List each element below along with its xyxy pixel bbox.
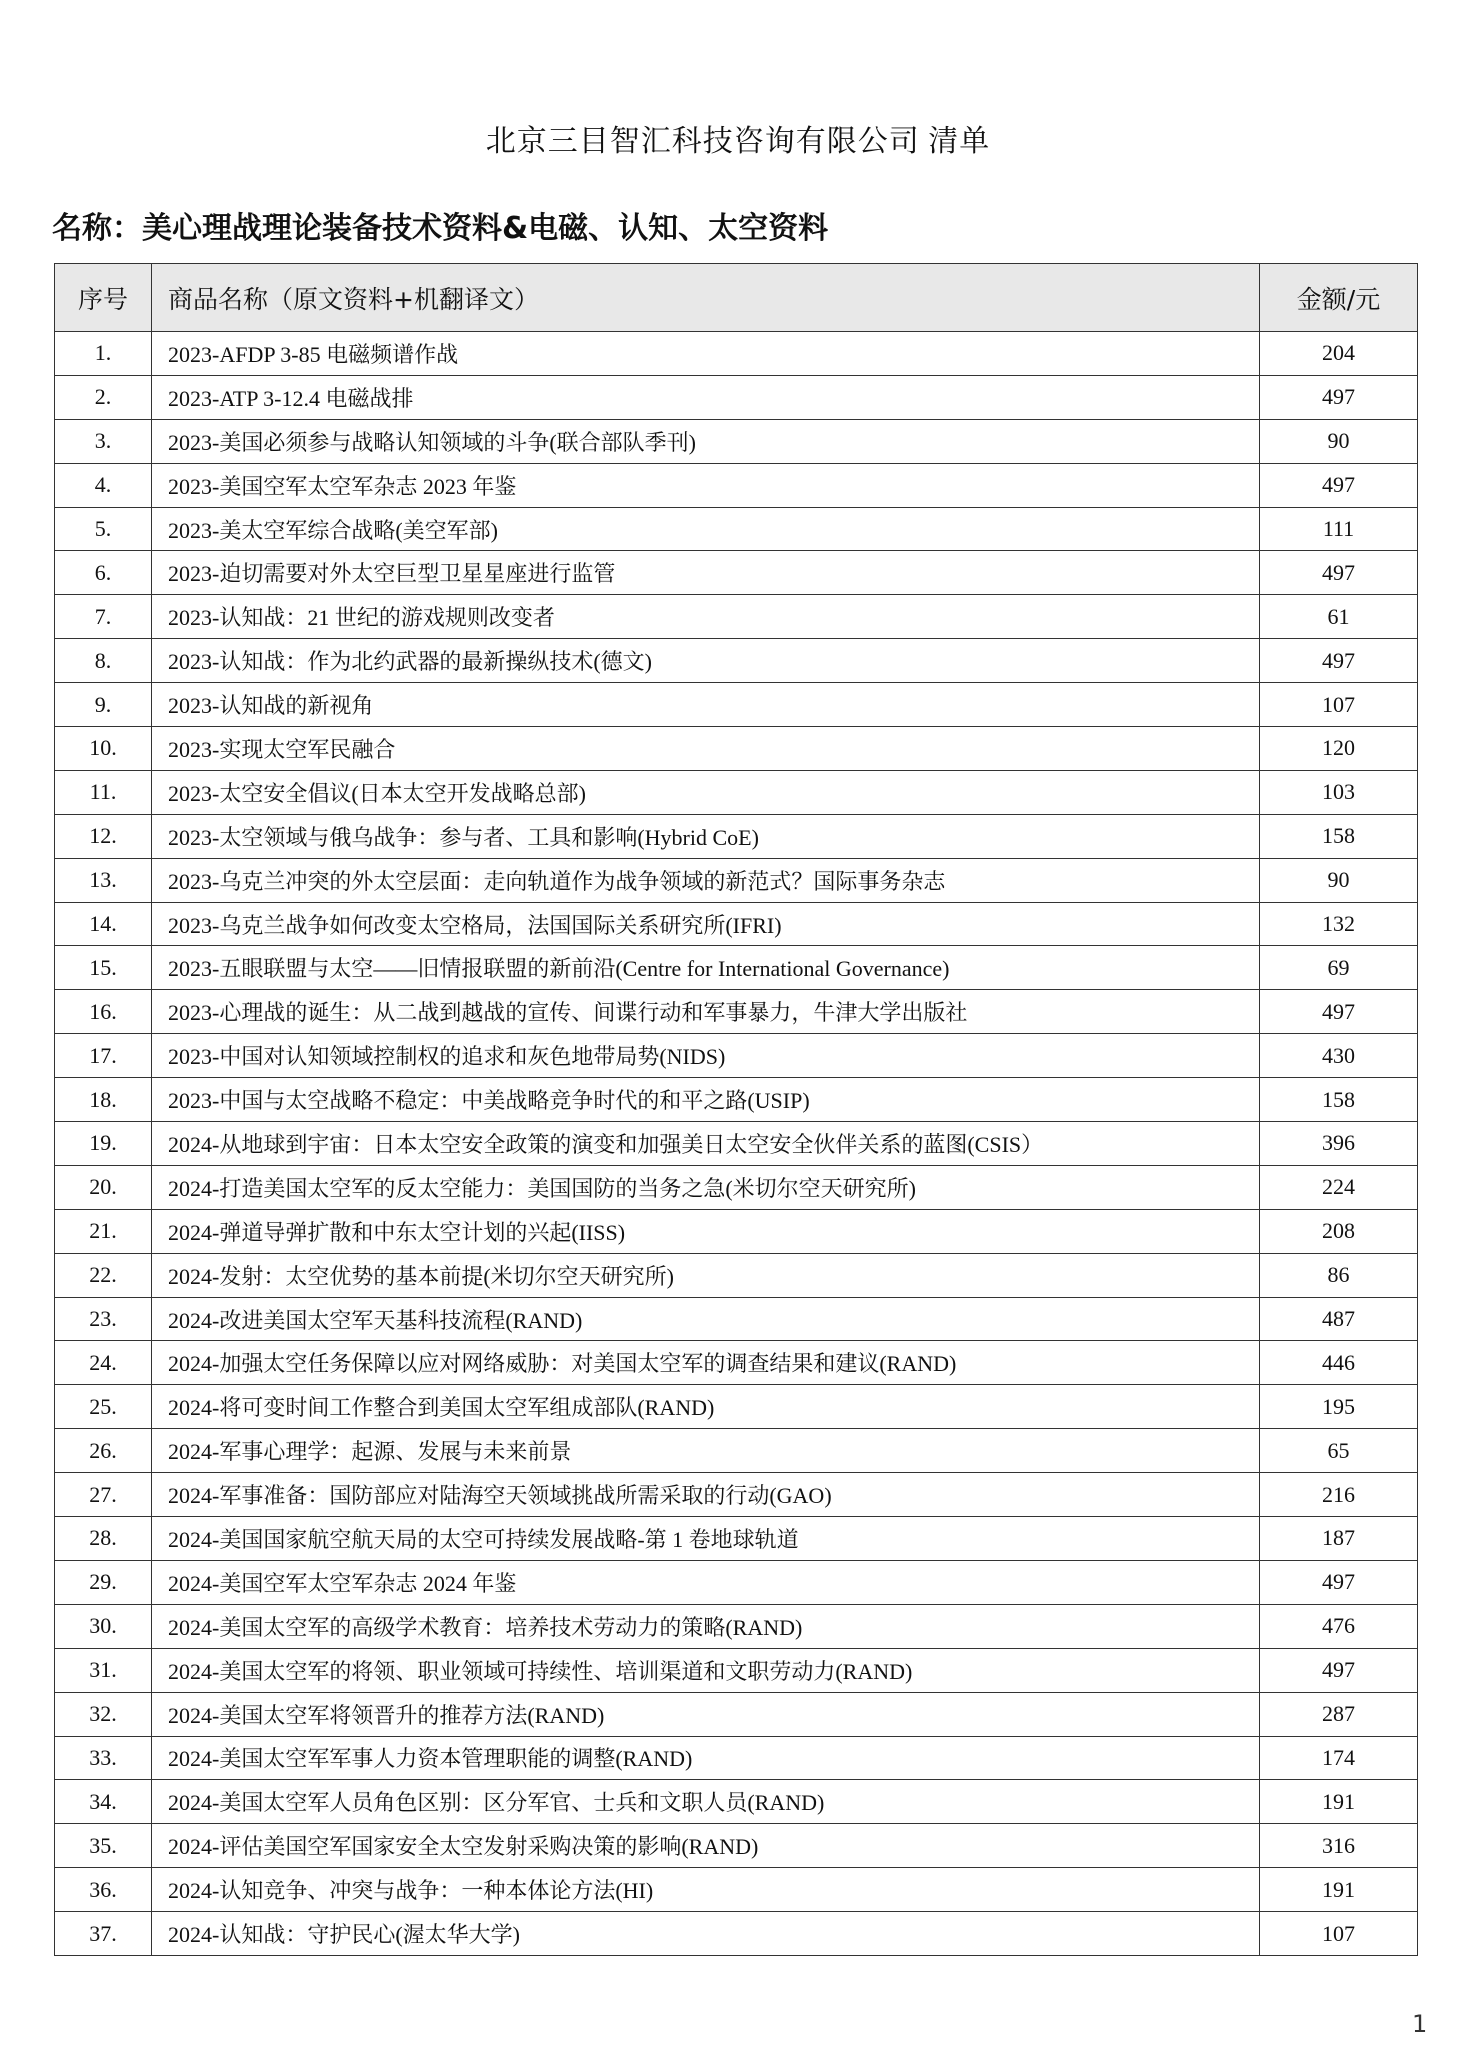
row-name-cell: 2024-改进美国太空军天基科技流程(RAND): [152, 1297, 1260, 1341]
row-amount-cell: 158: [1260, 1078, 1418, 1122]
row-amount-cell: 224: [1260, 1165, 1418, 1209]
row-index-cell: 8.: [55, 639, 152, 683]
row-index-cell: 5.: [55, 507, 152, 551]
row-name-cell: 2024-评估美国空军国家安全太空发射采购决策的影响(RAND): [152, 1824, 1260, 1868]
table-row: [55, 419, 1418, 463]
row-name-cell: 2024-弹道导弹扩散和中东太空计划的兴起(IISS): [152, 1209, 1260, 1253]
row-name-cell: 2023-迫切需要对外太空巨型卫星星座进行监管: [152, 551, 1260, 595]
row-name-cell: 2024-美国太空军人员角色区别：区分军官、士兵和文职人员(RAND): [152, 1780, 1260, 1824]
row-name-cell: 2023-太空安全倡议(日本太空开发战略总部): [152, 770, 1260, 814]
row-name-cell: 2024-加强太空任务保障以应对网络威胁：对美国太空军的调查结果和建议(RAND): [152, 1341, 1260, 1385]
row-name-cell: 2023-太空领域与俄乌战争：参与者、工具和影响(Hybrid CoE): [152, 814, 1260, 858]
row-name-cell: 2023-美太空军综合战略(美空军部): [152, 507, 1260, 551]
row-name-cell: 2024-认知竞争、冲突与战争：一种本体论方法(HI): [152, 1868, 1260, 1912]
row-amount-cell: 487: [1260, 1297, 1418, 1341]
row-name-cell: 2024-美国太空军将领晋升的推荐方法(RAND): [152, 1692, 1260, 1736]
row-amount-cell: 158: [1260, 814, 1418, 858]
table-row: [55, 507, 1418, 551]
row-amount-cell: 497: [1260, 551, 1418, 595]
row-index-cell: 23.: [55, 1297, 152, 1341]
row-name-cell: 2023-AFDP 3-85 电磁频谱作战: [152, 332, 1260, 376]
row-index-cell: 3.: [55, 419, 152, 463]
row-name-cell: 2023-五眼联盟与太空——旧情报联盟的新前沿(Centre for International Governance): [152, 946, 1260, 990]
page-number: 1: [1412, 2010, 1428, 2038]
table-row: [55, 770, 1418, 814]
row-amount-cell: 103: [1260, 770, 1418, 814]
row-amount-cell: 316: [1260, 1824, 1418, 1868]
table-row: [55, 990, 1418, 1034]
row-index-cell: 33.: [55, 1736, 152, 1780]
row-index-cell: 20.: [55, 1165, 152, 1209]
table-row: [55, 1034, 1418, 1078]
row-amount-cell: 208: [1260, 1209, 1418, 1253]
row-name-cell: 2024-从地球到宇宙：日本太空安全政策的演变和加强美日太空安全伙伴关系的蓝图(CSIS）: [152, 1122, 1260, 1166]
row-amount-cell: 396: [1260, 1122, 1418, 1166]
row-amount-cell: 476: [1260, 1604, 1418, 1648]
table-row: [55, 1780, 1418, 1824]
row-name-cell: 2023-实现太空军民融合: [152, 727, 1260, 771]
row-name-cell: 2023-ATP 3-12.4 电磁战排: [152, 375, 1260, 419]
row-amount-cell: 497: [1260, 1560, 1418, 1604]
row-index-cell: 7.: [55, 595, 152, 639]
row-amount-cell: 191: [1260, 1868, 1418, 1912]
row-name-cell: 2023-美国必须参与战略认知领域的斗争(联合部队季刊): [152, 419, 1260, 463]
row-amount-cell: 195: [1260, 1385, 1418, 1429]
row-index-cell: 15.: [55, 946, 152, 990]
row-index-cell: 29.: [55, 1560, 152, 1604]
row-name-cell: 2023-认知战的新视角: [152, 683, 1260, 727]
table-row: [55, 551, 1418, 595]
row-index-cell: 22.: [55, 1253, 152, 1297]
row-index-cell: 10.: [55, 727, 152, 771]
row-amount-cell: 497: [1260, 639, 1418, 683]
table-row: [55, 1692, 1418, 1736]
table-row: [55, 1429, 1418, 1473]
row-amount-cell: 90: [1260, 858, 1418, 902]
row-index-cell: 2.: [55, 375, 152, 419]
row-name-cell: 2023-心理战的诞生：从二战到越战的宣传、间谍行动和军事暴力，牛津大学出版社: [152, 990, 1260, 1034]
table-row: [55, 639, 1418, 683]
table-row: [55, 332, 1418, 376]
row-amount-cell: 216: [1260, 1473, 1418, 1517]
row-index-cell: 12.: [55, 814, 152, 858]
row-name-cell: 2024-军事准备：国防部应对陆海空天领域挑战所需采取的行动(GAO): [152, 1473, 1260, 1517]
table-row: [55, 1736, 1418, 1780]
row-index-cell: 31.: [55, 1648, 152, 1692]
row-name-cell: 2024-美国太空军的高级学术教育：培养技术劳动力的策略(RAND): [152, 1604, 1260, 1648]
row-index-cell: 35.: [55, 1824, 152, 1868]
row-amount-cell: 191: [1260, 1780, 1418, 1824]
row-index-cell: 30.: [55, 1604, 152, 1648]
row-index-cell: 37.: [55, 1912, 152, 1956]
table-row: [55, 1912, 1418, 1956]
row-index-cell: 4.: [55, 463, 152, 507]
row-name-cell: 2024-将可变时间工作整合到美国太空军组成部队(RAND): [152, 1385, 1260, 1429]
table-header-row: [55, 264, 1418, 332]
row-index-cell: 17.: [55, 1034, 152, 1078]
document-name: 名称：美心理战理论装备技术资料&电磁、认知、太空资料: [52, 211, 829, 246]
table-row: [55, 1341, 1418, 1385]
row-amount-cell: 497: [1260, 1648, 1418, 1692]
table-row: [55, 595, 1418, 639]
row-amount-cell: 61: [1260, 595, 1418, 639]
row-amount-cell: 90: [1260, 419, 1418, 463]
table-row: [55, 814, 1418, 858]
row-amount-cell: 497: [1260, 375, 1418, 419]
table-row: [55, 902, 1418, 946]
row-index-cell: 26.: [55, 1429, 152, 1473]
row-index-cell: 14.: [55, 902, 152, 946]
table-row: [55, 1078, 1418, 1122]
row-name-cell: 2023-中国对认知领域控制权的追求和灰色地带局势(NIDS): [152, 1034, 1260, 1078]
row-amount-cell: 65: [1260, 1429, 1418, 1473]
row-amount-cell: 497: [1260, 990, 1418, 1034]
row-amount-cell: 107: [1260, 1912, 1418, 1956]
table-row: [55, 727, 1418, 771]
row-index-cell: 18.: [55, 1078, 152, 1122]
row-name-cell: 2023-认知战：21 世纪的游戏规则改变者: [152, 595, 1260, 639]
row-name-cell: 2024-军事心理学：起源、发展与未来前景: [152, 1429, 1260, 1473]
column-header-amount: 金额/元: [1260, 264, 1418, 332]
row-amount-cell: 187: [1260, 1517, 1418, 1561]
row-name-cell: 2023-认知战：作为北约武器的最新操纵技术(德文): [152, 639, 1260, 683]
table-row: [55, 1253, 1418, 1297]
row-index-cell: 24.: [55, 1341, 152, 1385]
table-row: [55, 1297, 1418, 1341]
row-amount-cell: 174: [1260, 1736, 1418, 1780]
table-row: [55, 1122, 1418, 1166]
table-row: [55, 858, 1418, 902]
table-row: [55, 1604, 1418, 1648]
row-index-cell: 32.: [55, 1692, 152, 1736]
table-row: [55, 1165, 1418, 1209]
row-amount-cell: 287: [1260, 1692, 1418, 1736]
row-amount-cell: 111: [1260, 507, 1418, 551]
row-index-cell: 28.: [55, 1517, 152, 1561]
row-name-cell: 2023-乌克兰冲突的外太空层面：走向轨道作为战争领域的新范式？国际事务杂志: [152, 858, 1260, 902]
row-name-cell: 2023-中国与太空战略不稳定：中美战略竞争时代的和平之路(USIP): [152, 1078, 1260, 1122]
row-amount-cell: 204: [1260, 332, 1418, 376]
row-amount-cell: 446: [1260, 1341, 1418, 1385]
row-name-cell: 2024-打造美国太空军的反太空能力：美国国防的当务之急(米切尔空天研究所): [152, 1165, 1260, 1209]
page-title: 北京三目智汇科技咨询有限公司 清单: [485, 125, 991, 158]
row-amount-cell: 430: [1260, 1034, 1418, 1078]
row-index-cell: 19.: [55, 1122, 152, 1166]
row-amount-cell: 120: [1260, 727, 1418, 771]
row-name-cell: 2023-乌克兰战争如何改变太空格局，法国国际关系研究所(IFRI): [152, 902, 1260, 946]
row-name-cell: 2024-美国空军太空军杂志 2024 年鉴: [152, 1560, 1260, 1604]
row-name-cell: 2024-认知战：守护民心(渥太华大学): [152, 1912, 1260, 1956]
table-row: [55, 1209, 1418, 1253]
table-row: [55, 463, 1418, 507]
row-index-cell: 25.: [55, 1385, 152, 1429]
row-amount-cell: 69: [1260, 946, 1418, 990]
row-amount-cell: 107: [1260, 683, 1418, 727]
row-name-cell: 2024-发射：太空优势的基本前提(米切尔空天研究所): [152, 1253, 1260, 1297]
row-index-cell: 9.: [55, 683, 152, 727]
column-header-index: 序号: [55, 264, 152, 332]
catalog-table: [54, 263, 1418, 1956]
row-index-cell: 13.: [55, 858, 152, 902]
table-row: [55, 375, 1418, 419]
row-name-cell: 2024-美国国家航空航天局的太空可持续发展战略-第 1 卷地球轨道: [152, 1517, 1260, 1561]
table-row: [55, 1824, 1418, 1868]
table-body: [55, 332, 1418, 1956]
table-row: [55, 1385, 1418, 1429]
row-name-cell: 2024-美国太空军的将领、职业领域可持续性、培训渠道和文职劳动力(RAND): [152, 1648, 1260, 1692]
table-row: [55, 1473, 1418, 1517]
row-index-cell: 6.: [55, 551, 152, 595]
table-row: [55, 1560, 1418, 1604]
row-index-cell: 16.: [55, 990, 152, 1034]
column-header-name: 商品名称（原文资料+机翻译文）: [152, 264, 1260, 332]
table-row: [55, 683, 1418, 727]
row-index-cell: 34.: [55, 1780, 152, 1824]
row-amount-cell: 86: [1260, 1253, 1418, 1297]
row-amount-cell: 132: [1260, 902, 1418, 946]
table-row: [55, 1648, 1418, 1692]
row-index-cell: 27.: [55, 1473, 152, 1517]
row-name-cell: 2024-美国太空军军事人力资本管理职能的调整(RAND): [152, 1736, 1260, 1780]
row-index-cell: 1.: [55, 332, 152, 376]
row-amount-cell: 497: [1260, 463, 1418, 507]
row-index-cell: 36.: [55, 1868, 152, 1912]
row-index-cell: 21.: [55, 1209, 152, 1253]
table-row: [55, 946, 1418, 990]
table-row: [55, 1868, 1418, 1912]
row-index-cell: 11.: [55, 770, 152, 814]
row-name-cell: 2023-美国空军太空军杂志 2023 年鉴: [152, 463, 1260, 507]
table-row: [55, 1517, 1418, 1561]
